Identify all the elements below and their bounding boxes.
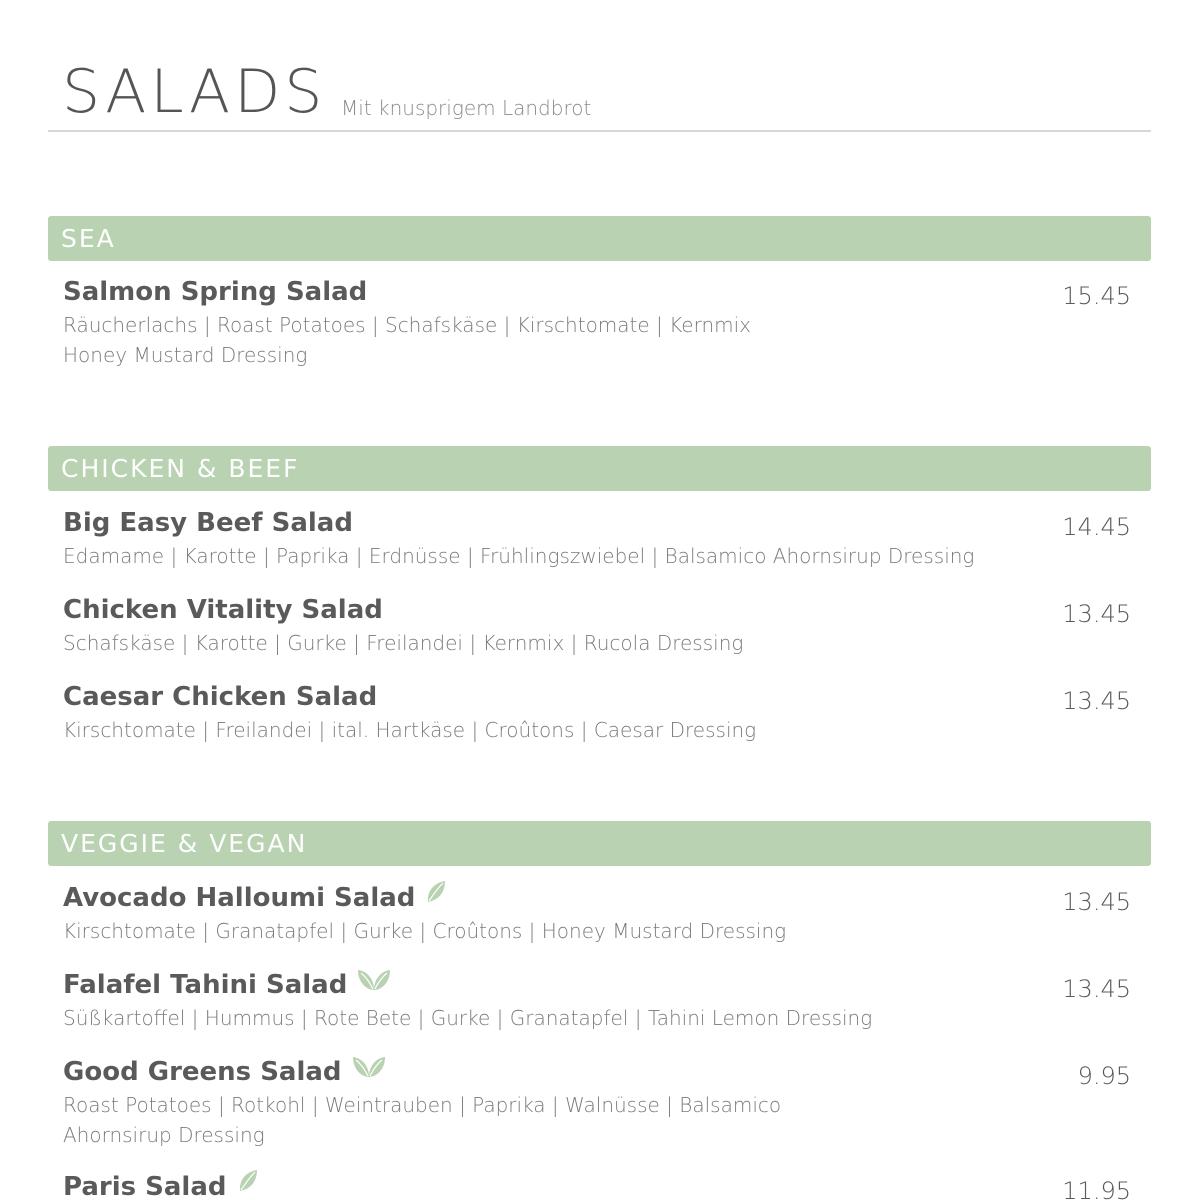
description-line: Honey Mustard Dressing — [63, 343, 308, 367]
section-header-sea — [48, 216, 1151, 261]
description-line: Schafskäse | Karotte | Gurke | Freilandei | Kernmix | Rucola Dressing — [63, 631, 744, 655]
vegan-leaves-icon — [352, 1054, 386, 1085]
item-price: 11.95 — [1062, 1177, 1131, 1200]
item-name: Avocado Halloumi Salad — [63, 883, 447, 914]
item-name: Paris Salad — [63, 1172, 259, 1200]
page-subtitle: Mit knusprigem Landbrot — [341, 96, 592, 120]
description-line: Kirschtomate | Granatapfel | Gurke | Croûtons | Honey Mustard Dressing — [63, 919, 787, 943]
header-divider — [48, 130, 1151, 132]
item-price: 14.45 — [1062, 513, 1131, 541]
item-description — [63, 628, 743, 658]
description-line: Roast Potatoes | Rotkohl | Weintrauben | Paprika | Walnüsse | Balsamico — [63, 1093, 782, 1117]
section-label: SEA — [61, 224, 116, 253]
item-description — [63, 310, 751, 370]
menu-header — [62, 56, 1152, 128]
item-price: 13.45 — [1062, 600, 1131, 628]
item-price: 13.45 — [1062, 888, 1131, 916]
vegetarian-leaf-icon — [237, 1169, 259, 1200]
vegan-leaves-icon — [357, 967, 391, 998]
item-description — [63, 541, 974, 571]
description-line: Räucherlachs | Roast Potatoes | Schafskäse | Kirschtomate | Kernmix — [63, 313, 751, 337]
item-price: 13.45 — [1062, 975, 1131, 1003]
item-price: 15.45 — [1062, 282, 1131, 310]
item-name: Big Easy Beef Salad — [63, 508, 353, 538]
description-line: Edamame | Karotte | Paprika | Erdnüsse | Frühlingszwiebel | Balsamico Ahornsirup Dressing — [63, 544, 975, 568]
item-description — [63, 916, 786, 946]
item-name: Falafel Tahini Salad — [63, 970, 391, 1001]
description-line: Ahornsirup Dressing — [63, 1123, 265, 1147]
section-header-chicken-beef — [48, 446, 1151, 491]
item-name: Salmon Spring Salad — [63, 277, 368, 307]
item-price: 13.45 — [1062, 687, 1131, 715]
section-header-veggie-vegan — [48, 821, 1151, 866]
section-label: CHICKEN & BEEF — [61, 454, 300, 483]
item-price: 9.95 — [1077, 1062, 1131, 1090]
item-name: Caesar Chicken Salad — [63, 682, 378, 712]
item-description — [63, 1003, 872, 1033]
description-line: Süßkartoffel | Hummus | Rote Bete | Gurke | Granatapfel | Tahini Lemon Dressing — [63, 1006, 873, 1030]
item-description — [63, 715, 756, 745]
item-description — [63, 1090, 781, 1150]
vegetarian-leaf-icon — [425, 880, 447, 911]
section-label: VEGGIE & VEGAN — [61, 829, 308, 858]
page-title: SALADS — [62, 57, 327, 127]
item-name: Good Greens Salad — [63, 1057, 386, 1088]
description-line: Kirschtomate | Freilandei | ital. Hartkäse | Croûtons | Caesar Dressing — [63, 718, 757, 742]
item-name: Chicken Vitality Salad — [63, 595, 383, 625]
